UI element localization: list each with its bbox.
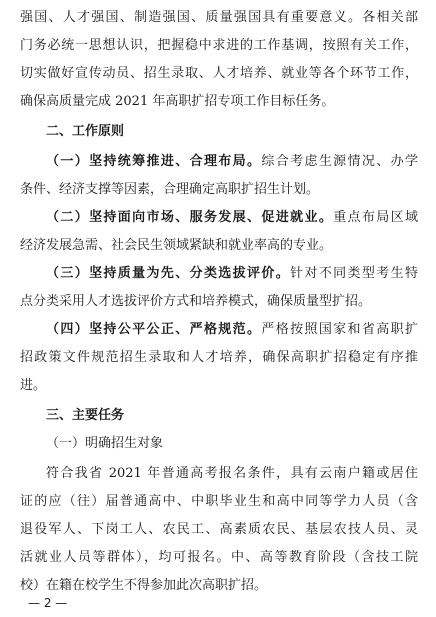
principle-3-line — [46, 264, 418, 284]
principle-4-text: 严格按照国家和省高职扩 — [261, 322, 418, 337]
principle-3-text: 针对不同类型考生特 — [290, 266, 418, 281]
principle-1-line — [46, 152, 418, 172]
paragraph-line: 退役军人、下岗工人、农民工、高素质农民、基层农技人员、灵 — [20, 522, 418, 537]
paragraph-line: 活就业人员等群体），均可报名。中、高等教育阶段（含技工院 — [20, 550, 418, 565]
paragraph-line: 校）在籍在校学生不得参加此次高职扩招。 — [20, 578, 268, 593]
paragraph-line: 点分类采用人才选拔评价方式和培养模式，确保质量型扩招。 — [20, 294, 372, 309]
principle-3-title: （三）坚持质量为先、分类选拔评价。 — [46, 266, 291, 281]
paragraph-line: 门务必统一思想认识，把握稳中求进的工作基调，按照有关工作， — [20, 38, 418, 53]
section-heading-tasks: 三、主要任务 — [46, 408, 125, 423]
page-number: — 2 — — [28, 596, 68, 610]
paragraph-line: 证的应（往）届普通高中、中职毕业生和高中同等学力人员（含 — [20, 494, 418, 509]
paragraph-line: 进。 — [20, 378, 47, 393]
paragraph-line: 确保高质量完成 2021 年高职扩招专项工作目标任务。 — [20, 94, 335, 109]
principle-4-line — [46, 320, 418, 340]
paragraph-line: 切实做好宣传动员、招生录取、人才培养、就业等各个环节工作， — [20, 66, 418, 81]
paragraph-line: 招政策文件规范招生录取和人才培养，确保高职扩招稳定有序推 — [20, 350, 418, 365]
principle-1-text: 综合考虑生源情况、办学 — [261, 154, 418, 169]
principle-4-title: （四）坚持公平公正、严格规范。 — [46, 322, 262, 337]
principle-2-line — [46, 208, 418, 228]
paragraph-line: 经济发展急需、社会民生领域紧缺和就业率高的专业。 — [20, 238, 333, 253]
subsection-heading: （一）明确招生对象 — [46, 436, 164, 451]
principle-1-title: （一）坚持统筹推进、合理布局。 — [46, 154, 262, 169]
principle-2-title: （二）坚持面向市场、服务发展、促进就业。 — [46, 210, 334, 225]
section-heading-principles: 二、工作原则 — [46, 124, 125, 139]
paragraph-line: 符合我省 2021 年普通高考报名条件，具有云南户籍或居住 — [46, 466, 418, 481]
principle-2-text: 重点布局区域 — [333, 210, 418, 225]
paragraph-line: 强国、人才强国、制造强国、质量强国具有重要意义。各相关部 — [20, 10, 418, 25]
paragraph-line: 条件、经济支撑等因素，合理确定高职扩招生计划。 — [20, 182, 320, 197]
